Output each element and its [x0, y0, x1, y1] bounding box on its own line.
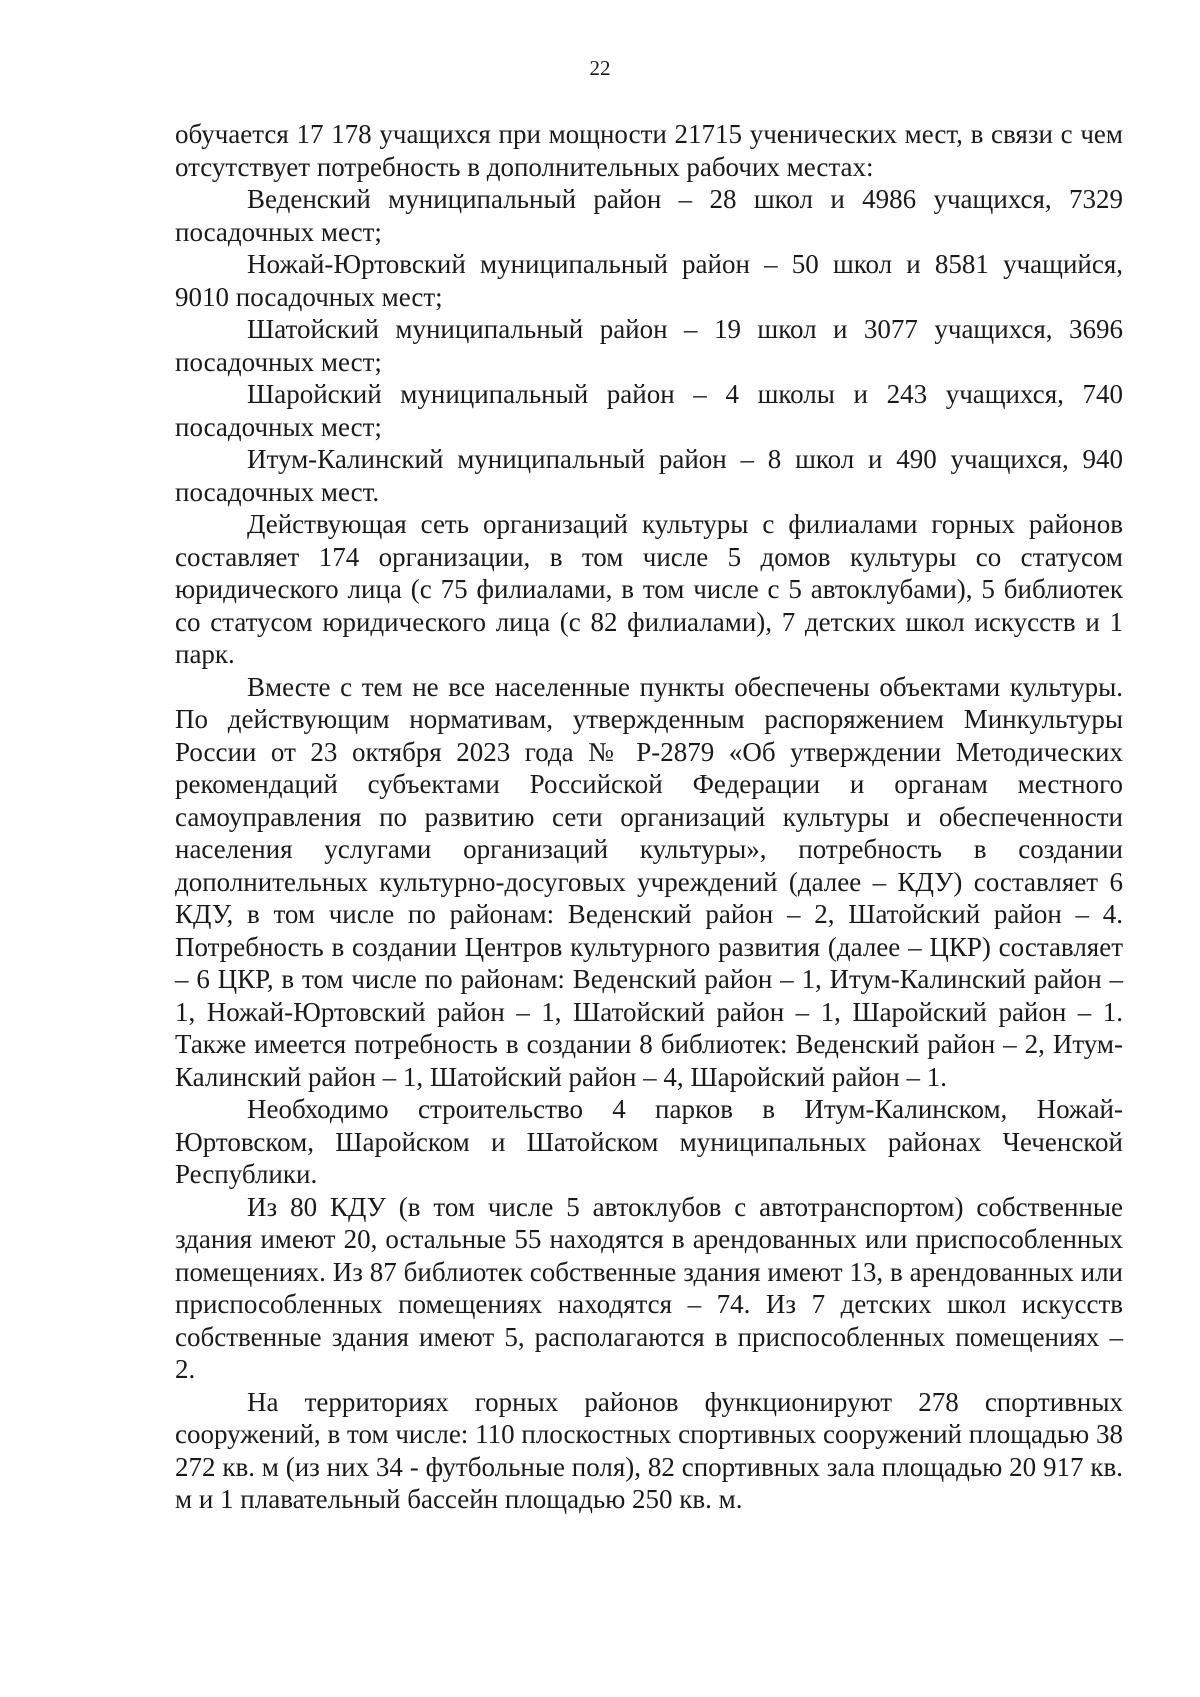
paragraph-culture-needs: Вместе с тем не все населенные пункты обеспечены объектами культуры. По действующим нормативам, утвержденным распоряжением Минкультуры России от 23 октября 2023 года № Р-2879 «Об утверждении Методических рекомендаций субъектами Российской Федерации и органам местного самоуправления по развитию сети организаций культуры и обеспеченности населения услугами организаций культуры», потребность в создании дополнительных культурно-досуговых учреждений (далее – КДУ) составляет 6 КДУ, в том числе по районам: Веденский район – 2, Шатойский район – 4. Потребность в создании Центров культурного развития (далее – ЦКР) составляет – 6 ЦКР, в том числе по районам: Веденский район – 1, Итум-Калинский район – 1, Ножай-Юртовский район – 1, Шатойский район – 1, Шаройский район – 1. Также имеется потребность в создании 8 библиотек: Веденский район – 2, Итум-Калинский район – 1, Шатойский район – 4, Шаройский район – 1.: [175, 671, 1123, 1092]
paragraph-itum-kalinsky-schools: Итум-Калинский муниципальный район – 8 школ и 490 учащихся, 940 посадочных мест.: [175, 444, 1123, 507]
paragraph-shatoisky-schools: Шатойский муниципальный район – 19 школ и 3077 учащихся, 3696 посадочных мест;: [175, 314, 1123, 377]
page-number: 22: [589, 56, 611, 80]
paragraph-nozhai-yurtovsky-schools: Ножай-Юртовский муниципальный район – 50 школ и 8581 учащийся, 9010 посадочных мест;: [175, 249, 1123, 312]
paragraph-vedensky-schools: Веденский муниципальный район – 28 школ и 4986 учащихся, 7329 посадочных мест;: [175, 184, 1123, 247]
paragraph-buildings: Из 80 КДУ (в том числе 5 автоклубов с автотранспортом) собственные здания имеют 20, остальные 55 находятся в арендованных или приспособленных помещениях. Из 87 библиотек собственные здания имеют 13, в арендованных или приспособленных помещениях находятся – 74. Из 7 детских школ искусств собственные здания имеют 5, располагаются в приспособленных помещениях – 2.: [175, 1191, 1123, 1384]
document-body: [175, 118, 1123, 1516]
paragraph-sports-facilities: На территориях горных районов функционируют 278 спортивных сооружений, в том числе: 110 плоскостных спортивных сооружений площадью 38 272 кв. м (из них 34 - футбольные поля), 82 спортивных зала площадью 20 917 кв. м и 1 плавательный бассейн площадью 250 кв. м.: [175, 1386, 1123, 1514]
paragraph-sharoisky-schools: Шаройский муниципальный район – 4 школы и 243 учащихся, 740 посадочных мест;: [175, 379, 1123, 442]
paragraph-culture-network: Действующая сеть организаций культуры с филиалами горных районов составляет 174 организации, в том числе 5 домов культуры со статусом юридического лица (с 75 филиалами, в том числе с 5 автоклубами), 5 библиотек со статусом юридического лица (с 82 филиалами), 7 детских школ искусств и 1 парк.: [175, 509, 1123, 669]
paragraph-parks: Необходимо строительство 4 парков в Итум-Калинском, Ножай-Юртовском, Шаройском и Шатойском муниципальных районах Чеченской Республики.: [175, 1094, 1123, 1189]
paragraph-schools-intro: обучается 17 178 учащихся при мощности 21715 ученических мест, в связи с чем отсутствует потребность в дополнительных рабочих местах:: [175, 119, 1123, 182]
